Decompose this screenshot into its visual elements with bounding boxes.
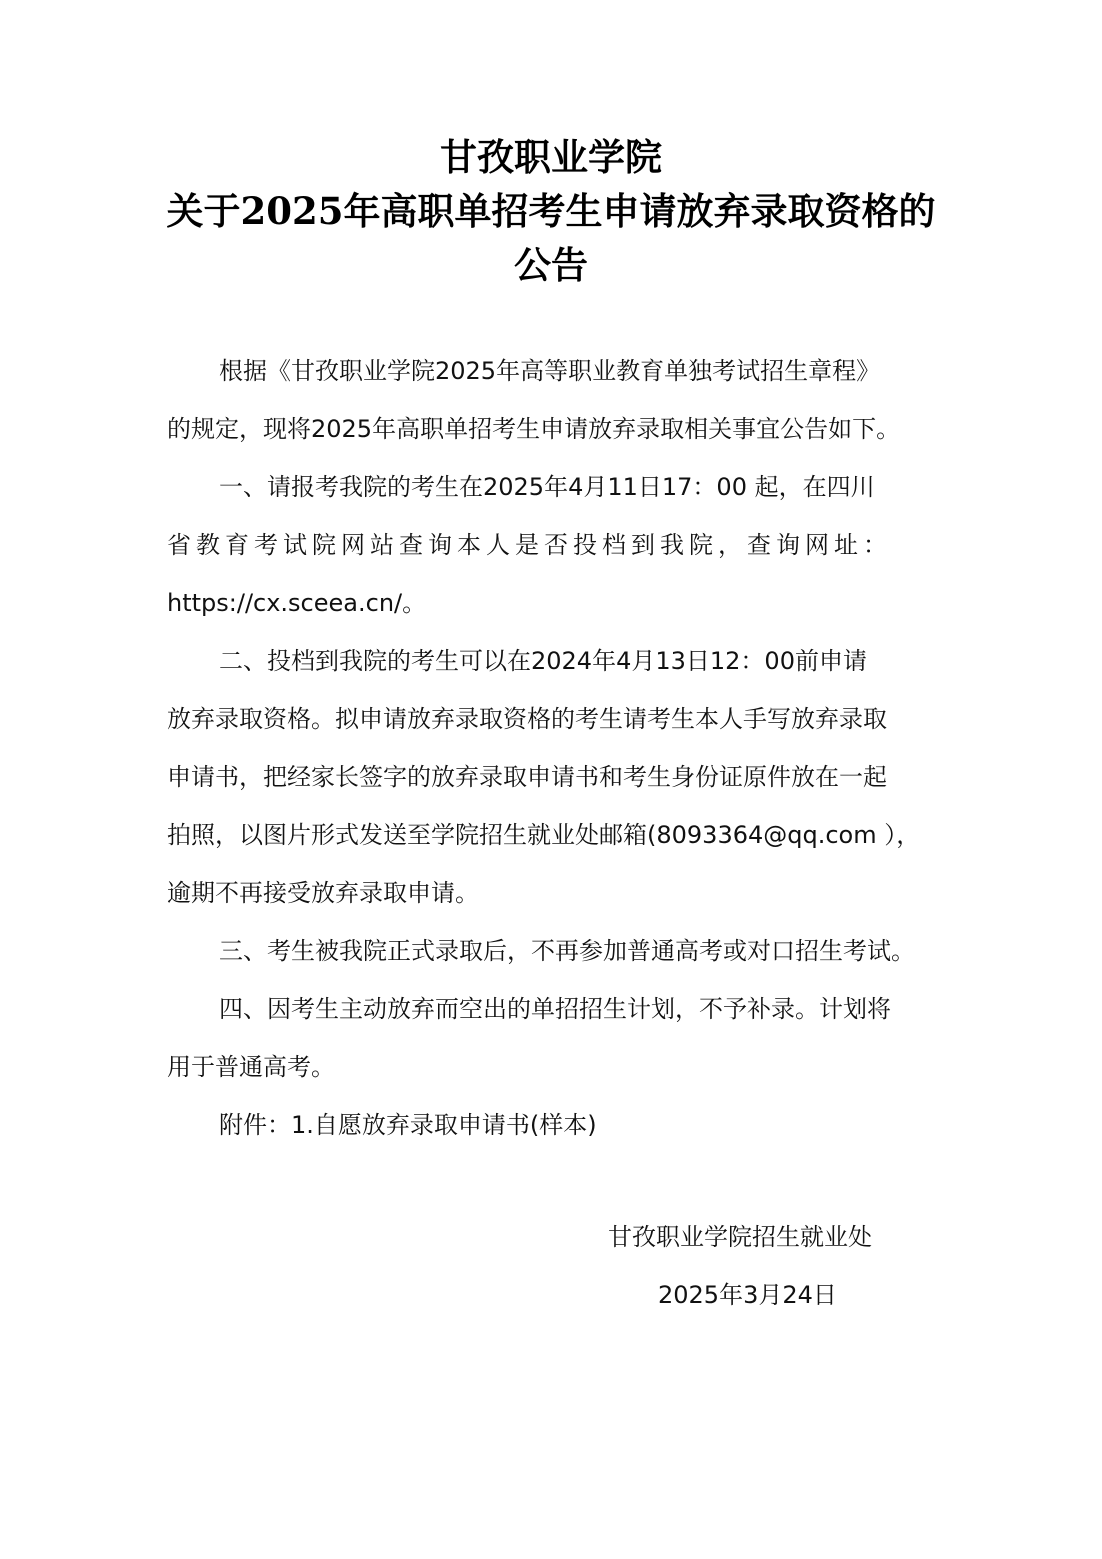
intro-line-2: 的规定，现将2025年高职单招考生申请放弃录取相关事宜公告如下。 [167,415,901,443]
item2-line-1: 二、投档到我院的考生可以在2024年4月13日12：00前申请 [219,647,867,675]
title-line-notice: 公告 [514,243,588,287]
item4-line-1: 四、因考生主动放弃而空出的单招招生计划，不予补录。计划将 [219,995,891,1023]
item3-line-1: 三、考生被我院正式录取后，不再参加普通高考或对口招生考试。 [219,937,915,965]
title-line-subject: 关于2025年高职单招考生申请放弃录取资格的 [166,189,936,233]
document-title [0,130,1102,292]
item1-line-2: 省教育考试院网站查询本人是否投档到我院，查询网址： [167,531,892,559]
item1-url-line: https://cx.sceea.cn/。 [167,589,427,617]
item2-line-4: 拍照，以图片形式发送至学院招生就业处邮箱(8093364@qq.com ）， [167,821,921,849]
intro-line-1: 根据《甘孜职业学院2025年高等职业教育单独考试招生章程》 [219,357,881,385]
document-body [167,342,937,1154]
title-line-institution: 甘孜职业学院 [440,135,662,179]
item2-line-2: 放弃录取资格。拟申请放弃录取资格的考生请考生本人手写放弃录取 [167,705,887,733]
attachment-line: 附件：1.自愿放弃录取申请书(样本) [219,1111,597,1139]
item4-line-2: 用于普通高考。 [167,1053,335,1081]
item2-line-5: 逾期不再接受放弃录取申请。 [167,879,479,907]
item2-line-3: 申请书，把经家长签字的放弃录取申请书和考生身份证原件放在一起 [167,763,887,791]
signature-date: 2025年3月24日 [658,1281,837,1309]
item1-line-1: 一、请报考我院的考生在2025年4月11日17：00 起，在四川 [219,473,875,501]
signature-organization: 甘孜职业学院招生就业处 [608,1223,872,1251]
